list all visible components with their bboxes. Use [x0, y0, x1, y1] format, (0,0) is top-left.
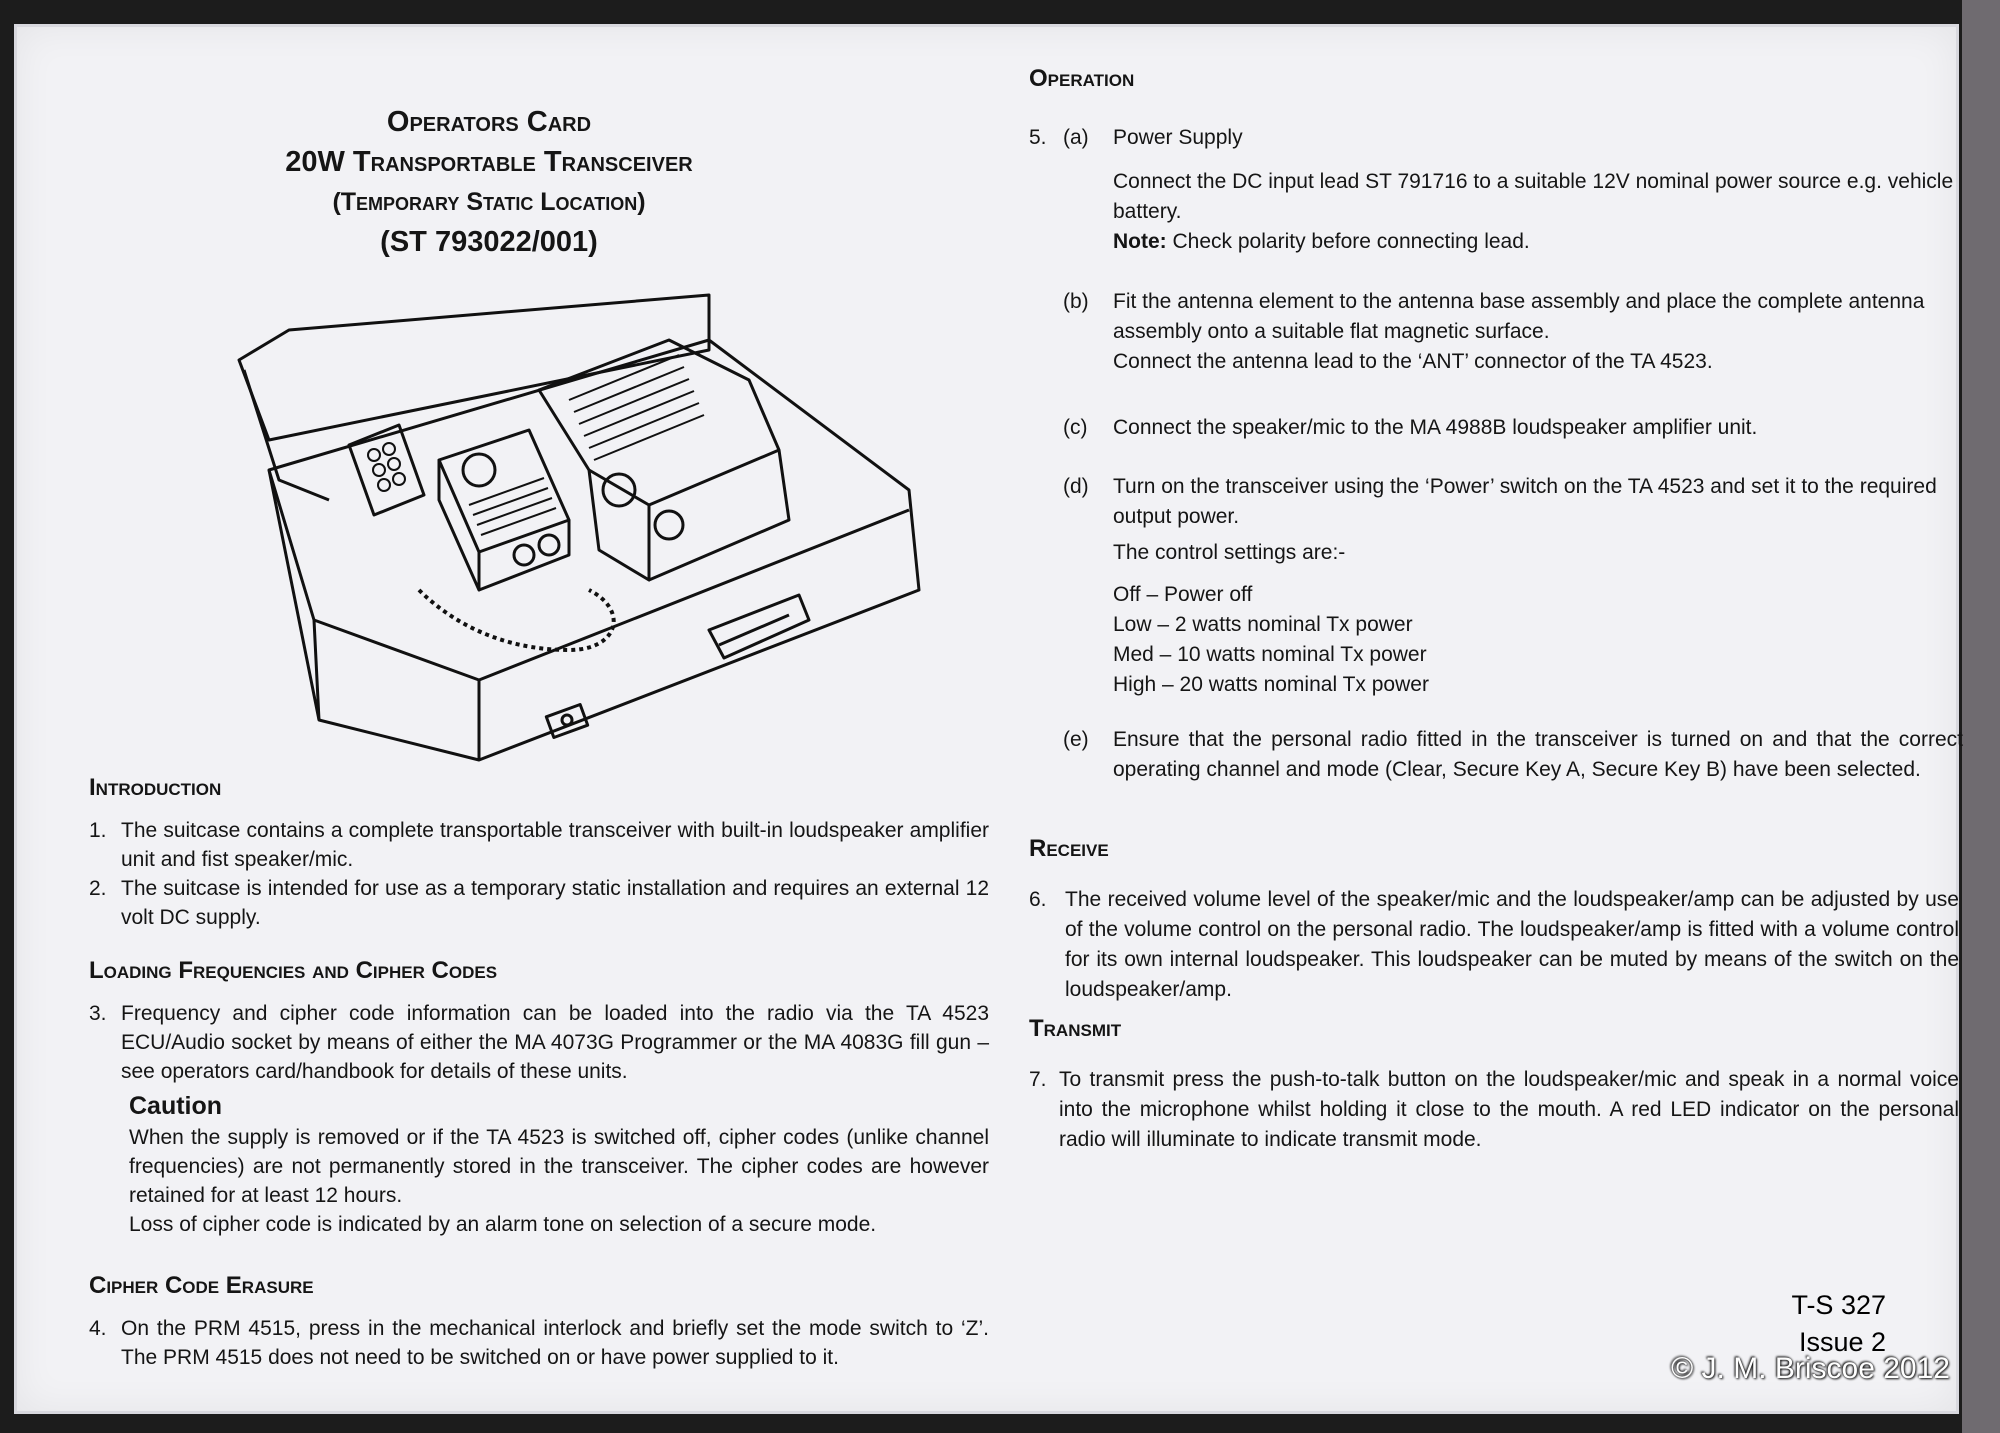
setting-high: High – 20 watts nominal Tx power [1113, 673, 1429, 696]
card-title [209, 102, 769, 262]
item-text: Frequency and cipher code information can be loaded into the radio via the TA 4523 ECU/Audio socket by means of either the MA 4073G Programmer or the MA 4083G fill gun – see operators card/handbook for details of these units. [121, 1002, 989, 1083]
item-label: (e) [1063, 728, 1089, 751]
setting-low: Low – 2 watts nominal Tx power [1113, 613, 1413, 636]
item-number: 4. [89, 1317, 107, 1340]
caution-text-2: Loss of cipher code is indicated by an alarm tone on selection of a secure mode. [129, 1213, 877, 1236]
erasure-heading: Cipher Code Erasure [89, 1272, 314, 1299]
copyright-watermark: © J. M. Briscoe 2012 [1671, 1352, 1950, 1385]
item-label: (c) [1063, 416, 1088, 439]
caution-text: When the supply is removed or if the TA 4523 is switched off, cipher codes (unlike channel frequencies) are not permanently stored in the transceiver. The cipher codes are however retained for at least 12 hours. [129, 1126, 989, 1207]
setting-off: Off – Power off [1113, 583, 1253, 606]
loading-section [89, 957, 989, 1239]
introduction-section [89, 774, 989, 932]
item-text: The suitcase contains a complete transportable transceiver with built-in loudspeaker amplifier unit and fist speaker/mic. [121, 819, 989, 871]
issue-number: Issue 2 [1798, 1327, 1886, 1357]
item-number: 5. [1029, 126, 1047, 149]
list-item [89, 874, 989, 932]
title-line-1: Operators Card [386, 106, 592, 138]
item-text: Fit the antenna element to the antenna base assembly and place the complete antenna assembly onto a suitable flat magnetic surface. [1113, 290, 1925, 343]
title-line-4: (ST 793022/001) [380, 226, 598, 258]
transceiver-suitcase-illustration [149, 290, 989, 790]
receive-heading: Receive [1029, 835, 1109, 862]
note-label: Note: [1113, 230, 1167, 253]
settings-intro: The control settings are:- [1113, 541, 1346, 564]
title-line-2: 20W Transportable Transceiver [285, 146, 693, 178]
loading-heading: Loading Frequencies and Cipher Codes [89, 957, 498, 984]
item-text: The suitcase is intended for use as a temporary static installation and requires an external 12 volt DC supply. [121, 877, 989, 929]
list-item [89, 816, 989, 874]
operators-card [14, 24, 1963, 1414]
item-text: To transmit press the push-to-talk button on the loudspeaker/mic and speak in a normal voice into the microphone whilst holding it close to the mouth. A red LED indicator on the personal radio will illuminate to indicate transmit mode. [1059, 1068, 1959, 1151]
power-supply-text: Connect the DC input lead ST 791716 to a suitable 12V nominal power source e.g. vehicle battery. [1113, 170, 1954, 223]
document-footer [1791, 1287, 1886, 1361]
item-label: (d) [1063, 475, 1089, 498]
erasure-section [89, 1272, 989, 1372]
item-number: 3. [89, 1002, 107, 1025]
power-supply-title: Power Supply [1113, 126, 1243, 149]
list-item [89, 1314, 989, 1372]
item-text: Connect the speaker/mic to the MA 4988B loudspeaker amplifier unit. [1113, 416, 1758, 439]
item-number: 2. [89, 877, 107, 900]
list-item [89, 999, 989, 1086]
item-label: (b) [1063, 290, 1089, 313]
introduction-heading: Introduction [89, 774, 222, 801]
setting-med: Med – 10 watts nominal Tx power [1113, 643, 1427, 666]
item-text: The received volume level of the speaker/mic and the loudspeaker/amp can be adjusted by use of the volume control on the personal radio. The loudspeaker/amp is fitted with a volume control for its own internal loudspeaker. This loudspeaker can be muted by means of the switch on the loudspeaker/amp. [1065, 888, 1959, 1001]
transmit-heading: Transmit [1029, 1015, 1122, 1042]
item-text: On the PRM 4515, press in the mechanical interlock and briefly set the mode switch to ‘Z’. The PRM 4515 does not need to be switched on or have power supplied to it. [121, 1317, 989, 1369]
item-label: (a) [1063, 126, 1089, 149]
background-edge [1962, 0, 2000, 1433]
left-column [89, 102, 989, 1369]
item-number: 6. [1029, 888, 1047, 911]
item-number: 7. [1029, 1068, 1047, 1091]
item-text-2: Connect the antenna lead to the ‘ANT’ connector of the TA 4523. [1113, 350, 1713, 373]
document-code: T-S 327 [1791, 1290, 1886, 1320]
note-text: Check polarity before connecting lead. [1172, 230, 1530, 253]
item-number: 1. [89, 819, 107, 842]
item-text: Ensure that the personal radio fitted in the transceiver is turned on and that the correct operating channel and mode (Clear, Secure Key A, Secure Key B) have been selected. [1113, 728, 1963, 781]
item-text: Turn on the transceiver using the ‘Power’ switch on the TA 4523 and set it to the required output power. [1113, 475, 1937, 528]
title-line-3: (Temporary Static Location) [332, 188, 646, 216]
caution-heading: Caution [129, 1092, 223, 1120]
operation-heading: Operation [1029, 65, 1135, 92]
settings-list [1113, 580, 1963, 700]
